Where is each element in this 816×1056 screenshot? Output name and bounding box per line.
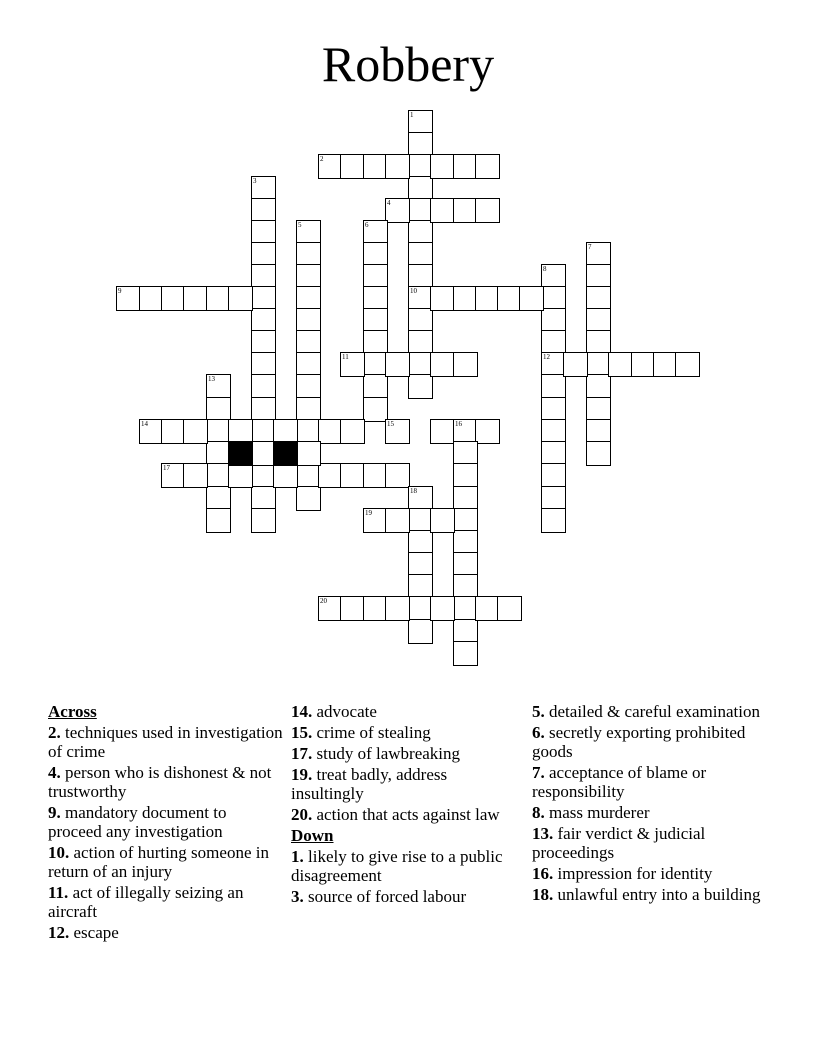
clue-item (532, 723, 764, 761)
clue-number: 4 (387, 199, 391, 207)
grid-cell[interactable] (586, 441, 611, 466)
grid-cell[interactable] (296, 374, 321, 399)
clue-number-label: 7. (532, 763, 545, 782)
clue-number-label: 1. (291, 847, 304, 866)
clue-item (291, 744, 513, 763)
clue-number: 13 (208, 375, 215, 383)
clue-text: advocate (312, 702, 377, 721)
grid-cell[interactable] (296, 441, 321, 466)
clue-item (532, 864, 764, 883)
clue-number-label: 9. (48, 803, 61, 822)
grid-cell[interactable] (228, 463, 253, 488)
clue-text: impression for identity (553, 864, 713, 883)
clue-text: escape (69, 923, 119, 942)
grid-cell[interactable] (296, 486, 321, 511)
clue-item (291, 765, 513, 803)
clue-item (291, 723, 513, 742)
grid-cell[interactable] (430, 286, 455, 311)
grid-cell[interactable] (183, 419, 208, 444)
clue-item (532, 702, 764, 721)
clue-item (291, 702, 513, 721)
grid-cell[interactable] (430, 198, 455, 223)
clue-number: 1 (410, 111, 414, 119)
clue-number-label: 2. (48, 723, 61, 742)
grid-cell[interactable] (541, 374, 566, 399)
grid-cell[interactable] (541, 508, 566, 533)
across-header: Across (48, 702, 97, 721)
grid-cell[interactable] (408, 619, 433, 644)
grid-cell[interactable] (340, 154, 365, 179)
grid-cell[interactable] (251, 374, 276, 399)
down-header: Down (291, 826, 334, 845)
clue-number-label: 19. (291, 765, 313, 784)
clue-number-label: 6. (532, 723, 545, 742)
clue-number: 20 (320, 597, 327, 605)
clue-number: 12 (543, 353, 550, 361)
grid-cell[interactable] (206, 508, 231, 533)
clue-item (291, 805, 513, 824)
clue-text: act of illegally seizing an aircraft (48, 883, 244, 921)
grid-cell[interactable] (385, 419, 410, 444)
clue-text: secretly exporting prohibited goods (532, 723, 746, 761)
grid-cell[interactable] (563, 352, 588, 377)
clue-number: 11 (342, 353, 349, 361)
clue-text: crime of stealing (312, 723, 431, 742)
grid-cell[interactable] (497, 596, 522, 621)
clue-item (48, 803, 284, 841)
clue-number: 6 (365, 221, 369, 229)
clue-number: 7 (588, 243, 592, 251)
grid-cell[interactable] (519, 286, 544, 311)
clue-text: study of lawbreaking (312, 744, 461, 763)
clue-text: acceptance of blame or responsibility (532, 763, 707, 801)
clue-number: 15 (387, 420, 394, 428)
clue-item (532, 803, 764, 822)
grid-cell[interactable] (430, 352, 455, 377)
clue-text: fair verdict & judicial proceedings (532, 824, 706, 862)
grid-cell[interactable] (385, 154, 410, 179)
clue-item (48, 763, 284, 801)
grid-cell[interactable] (116, 286, 141, 311)
grid-cell[interactable] (273, 463, 298, 488)
grid-cell[interactable] (340, 352, 365, 377)
clue-number-label: 4. (48, 763, 61, 782)
grid-cell[interactable] (475, 154, 500, 179)
clue-column-1 (48, 702, 284, 944)
clue-number-label: 11. (48, 883, 69, 902)
grid-cell[interactable] (430, 419, 455, 444)
clue-item (532, 885, 764, 904)
clue-item (48, 923, 284, 942)
clue-item (291, 847, 513, 885)
clue-number: 17 (163, 464, 170, 472)
grid-cell[interactable] (385, 352, 410, 377)
clue-number: 5 (298, 221, 302, 229)
clue-number: 3 (253, 177, 257, 185)
clue-number-label: 3. (291, 887, 304, 906)
clue-number: 10 (410, 287, 417, 295)
grid-cell[interactable] (251, 508, 276, 533)
grid-cell[interactable] (228, 286, 253, 311)
clue-text: likely to give rise to a public disagreement (291, 847, 503, 885)
clue-text: mandatory document to proceed any investigation (48, 803, 227, 841)
clue-column-3 (532, 702, 764, 906)
clue-column-2 (291, 702, 513, 908)
grid-cell[interactable] (183, 286, 208, 311)
clue-item (291, 887, 513, 906)
clue-text: detailed & careful examination (544, 702, 760, 721)
black-cell (228, 441, 253, 466)
clue-item (48, 723, 284, 761)
clue-text: person who is dishonest & not trustworthy (48, 763, 272, 801)
clue-text: action that acts against law (312, 805, 500, 824)
clue-number-label: 13. (532, 824, 554, 843)
grid-cell[interactable] (408, 374, 433, 399)
clue-number-label: 15. (291, 723, 313, 742)
clue-number-label: 16. (532, 864, 554, 883)
grid-cell[interactable] (453, 641, 478, 666)
clue-item (48, 843, 284, 881)
grid-cell[interactable] (385, 198, 410, 223)
grid-cell[interactable] (340, 463, 365, 488)
clue-number-label: 18. (532, 885, 554, 904)
clue-number: 16 (455, 420, 462, 428)
clue-number-label: 8. (532, 803, 545, 822)
grid-cell[interactable] (183, 463, 208, 488)
grid-cell[interactable] (475, 419, 500, 444)
grid-cell[interactable] (475, 198, 500, 223)
clue-number-label: 17. (291, 744, 313, 763)
grid-cell[interactable] (541, 463, 566, 488)
clue-number-label: 12. (48, 923, 70, 942)
clue-number: 8 (543, 265, 547, 273)
grid-cell[interactable] (586, 374, 611, 399)
grid-cell[interactable] (608, 352, 633, 377)
grid-cell[interactable] (430, 154, 455, 179)
clue-item (532, 824, 764, 862)
grid-cell[interactable] (430, 596, 455, 621)
clue-number: 18 (410, 487, 417, 495)
clue-text: unlawful entry into a building (553, 885, 761, 904)
grid-cell[interactable] (675, 352, 700, 377)
grid-cell[interactable] (363, 374, 388, 399)
clue-number: 19 (365, 509, 372, 517)
clue-number-label: 20. (291, 805, 313, 824)
grid-cell[interactable] (340, 419, 365, 444)
clue-text: mass murderer (544, 803, 650, 822)
clue-text: source of forced labour (303, 887, 467, 906)
grid-cell[interactable] (206, 374, 231, 399)
grid-cell[interactable] (340, 596, 365, 621)
clue-item (532, 763, 764, 801)
clue-number-label: 10. (48, 843, 70, 862)
black-cell (273, 441, 298, 466)
puzzle-title: Robbery (321, 36, 495, 92)
grid-cell[interactable] (430, 508, 455, 533)
clue-item (48, 883, 284, 921)
clue-number: 14 (141, 420, 148, 428)
grid-cell[interactable] (385, 463, 410, 488)
clue-number-label: 5. (532, 702, 545, 721)
clue-text: treat badly, address insultingly (291, 765, 448, 803)
grid-cell[interactable] (453, 463, 478, 488)
clue-text: techniques used in investigation of crime (48, 723, 283, 761)
clue-number: 9 (118, 287, 122, 295)
grid-cell[interactable] (453, 352, 478, 377)
grid-cell[interactable] (385, 508, 410, 533)
clue-text: action of hurting someone in return of an injury (48, 843, 269, 881)
grid-cell[interactable] (385, 596, 410, 621)
clue-number: 2 (320, 155, 324, 163)
clue-number-label: 14. (291, 702, 313, 721)
